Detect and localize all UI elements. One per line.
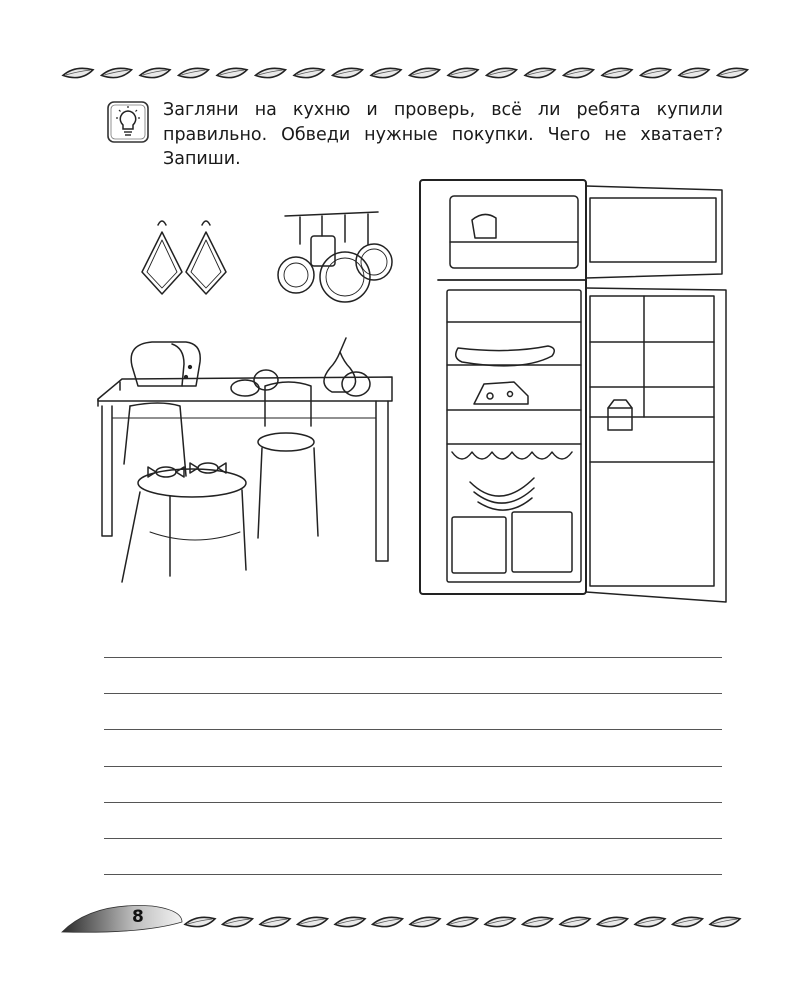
leaf-ornament xyxy=(256,68,286,77)
task-instruction: Загляни на кухню и проверь, всё ли ребята купили правильно. Обведи нужные покупки. Чего не хватает? Запиши. xyxy=(163,100,723,169)
leaf-ornament xyxy=(371,68,401,77)
leaf-ornament xyxy=(102,68,132,77)
sausage-icon xyxy=(456,346,555,366)
leaf-ornament xyxy=(217,68,247,77)
leaf-ornament xyxy=(140,68,170,77)
bottom-decorative-border xyxy=(0,898,800,942)
leaf-ornament xyxy=(260,917,290,926)
leaf-ornament xyxy=(523,917,553,926)
answer-line[interactable] xyxy=(104,874,722,875)
answer-line[interactable] xyxy=(104,802,722,803)
page-tab xyxy=(62,906,182,933)
leaf-ornament xyxy=(333,68,363,77)
leaf-ornament xyxy=(373,917,403,926)
leaf-ornament xyxy=(679,68,709,77)
page-number: 8 xyxy=(132,907,144,927)
fridge-illustration xyxy=(420,180,726,602)
towel-icon xyxy=(142,221,226,294)
leaf-ornament xyxy=(710,917,740,926)
potatoes-icon xyxy=(231,370,278,396)
milk-carton-icon xyxy=(608,400,632,430)
onion-icon xyxy=(324,338,370,396)
leaf-ornament xyxy=(564,68,594,77)
chair-illustration xyxy=(122,382,318,582)
answer-line[interactable] xyxy=(104,693,722,694)
answer-line[interactable] xyxy=(104,838,722,839)
leaf-ornament xyxy=(410,68,440,77)
leaf-ornament xyxy=(635,917,665,926)
leaf-ornament xyxy=(448,917,478,926)
leaf-ornament xyxy=(718,68,748,77)
leaf-ornament xyxy=(602,68,632,77)
leaf-ornament xyxy=(673,917,703,926)
leaf-ornament xyxy=(179,68,209,77)
leaf-ornament xyxy=(335,917,365,926)
answer-line[interactable] xyxy=(104,729,722,730)
pans-icon xyxy=(278,212,392,302)
lightbulb-icon xyxy=(106,100,150,144)
leaf-ornament xyxy=(223,917,253,926)
ice-cream-icon xyxy=(472,214,496,238)
leaf-ornament xyxy=(641,68,671,77)
leaf-ornament xyxy=(298,917,328,926)
bananas-icon xyxy=(470,478,534,510)
leaf-ornament xyxy=(560,917,590,926)
leaf-ornament xyxy=(294,68,324,77)
leaf-ornament xyxy=(487,68,517,77)
leaf-ornament xyxy=(598,917,628,926)
cheese-icon xyxy=(474,382,528,404)
leaf-ornament xyxy=(485,917,515,926)
kitchen-illustration xyxy=(90,172,740,612)
answer-line[interactable] xyxy=(104,766,722,767)
leaf-ornament xyxy=(63,68,93,77)
top-decorative-border xyxy=(0,58,800,88)
leaf-ornament xyxy=(525,68,555,77)
leaf-ornament xyxy=(410,917,440,926)
leaf-ornament xyxy=(448,68,478,77)
leaf-ornament xyxy=(185,917,215,926)
answer-line[interactable] xyxy=(104,657,722,658)
